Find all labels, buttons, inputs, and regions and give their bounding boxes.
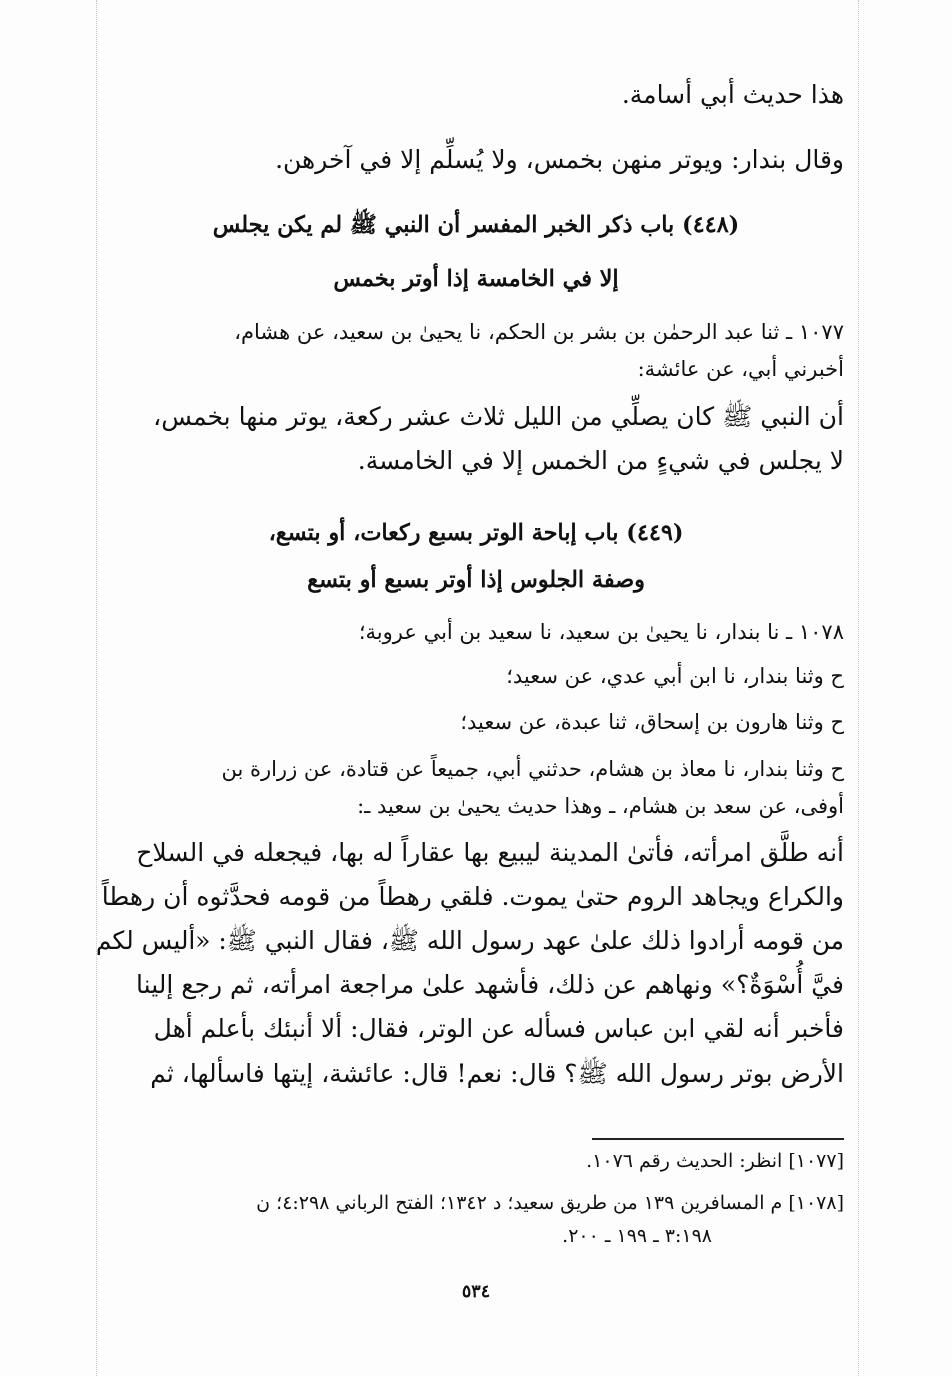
hadith-text-line: الأرض بوتر رسول الله ﷺ؟ قال: نعم! قال: عائشة، إيتها فاسألها، ثم bbox=[150, 1059, 844, 1088]
isnad-line: ١٠٧٨ ـ نا بندار، نا يحيىٰ بن سعيد، نا سعيد بن أبي عروبة؛ bbox=[358, 620, 844, 644]
footnote-separator bbox=[592, 1138, 844, 1140]
hadith-text-line: أنه طلَّق امرأته، فأتىٰ المدينة ليبيع بها عقاراً له بها، فيجعله في السلاح bbox=[136, 838, 844, 867]
text-line: وقال بندار: ويوتر منهن بخمس، ولا يُسلِّم إلا في آخرهن. bbox=[275, 145, 844, 174]
hadith-text-line: فأخبر أنه لقي ابن عباس فسأله عن الوتر، فقال: ألا أنبئك بأعلم أهل bbox=[153, 1014, 844, 1043]
isnad-line: ١٠٧٧ ـ ثنا عبد الرحمٰن بن بشر بن الحكم، نا يحيىٰ بن سعيد، عن هشام، bbox=[234, 320, 844, 344]
hadith-text-line: والكراع ويجاهد الروم حتىٰ يموت. فلقي رهطاً من قومه فحدَّثوه أن رهطاً bbox=[101, 882, 844, 911]
scan-margin-line bbox=[96, 0, 97, 1376]
hadith-text-line: أن النبي ﷺ كان يصلِّي من الليل ثلاث عشر ركعة، يوتر منها بخمس، bbox=[153, 402, 844, 431]
chapter-heading-449: وصفة الجلوس إذا أوتر بسبع أو بتسع bbox=[307, 567, 645, 593]
hadith-text-line: من قومه أرادوا ذلك علىٰ عهد رسول الله ﷺ، فقال النبي ﷺ: «أليس لكم bbox=[95, 926, 844, 955]
footnote: ٣:١٩٨ ـ ١٩٩ ـ ٢٠٠. bbox=[562, 1225, 712, 1247]
footnote: [١٠٧٨] م المسافرين ١٣٩ من طريق سعيد؛ د ١٣٤٢؛ الفتح الرباني ٤:٢٩٨؛ ن bbox=[256, 1192, 844, 1214]
scan-margin-line bbox=[858, 0, 859, 1376]
footnote: [١٠٧٧] انظر: الحديث رقم ١٠٧٦. bbox=[586, 1150, 844, 1172]
isnad-line: أوفى، عن سعد بن هشام، ـ وهذا حديث يحيىٰ بن سعيد ـ: bbox=[357, 794, 844, 818]
chapter-heading-448: (٤٤٨) باب ذكر الخبر المفسر أن النبي ﷺ لم يكن يجلس bbox=[212, 212, 740, 238]
hadith-text-line: لا يجلس في شيءٍ من الخمس إلا في الخامسة. bbox=[357, 446, 844, 475]
chapter-heading-448: إلا في الخامسة إذا أوتر بخمس bbox=[333, 266, 619, 292]
isnad-line: أخبرني أبي، عن عائشة: bbox=[637, 357, 844, 381]
hadith-text-line: فيَّ أُسْوَةٌ؟» ونهاهم عن ذلك، فأشهد علىٰ مراجعة امرأته، ثم رجع إلينا bbox=[136, 970, 844, 999]
isnad-line: ح وثنا بندار، نا معاذ بن هشام، حدثني أبي، جميعاً عن قتادة، عن زرارة بن bbox=[221, 757, 844, 781]
isnad-line: ح وثنا هارون بن إسحاق، ثنا عبدة، عن سعيد؛ bbox=[460, 710, 844, 734]
chapter-heading-449: (٤٤٩) باب إباحة الوتر بسبع ركعات، أو بتسع، bbox=[268, 520, 684, 546]
page-number: ٥٣٤ bbox=[461, 1282, 491, 1302]
text-line: هذا حديث أبي أسامة. bbox=[621, 80, 844, 109]
isnad-line: ح وثنا بندار، نا ابن أبي عدي، عن سعيد؛ bbox=[506, 664, 844, 688]
